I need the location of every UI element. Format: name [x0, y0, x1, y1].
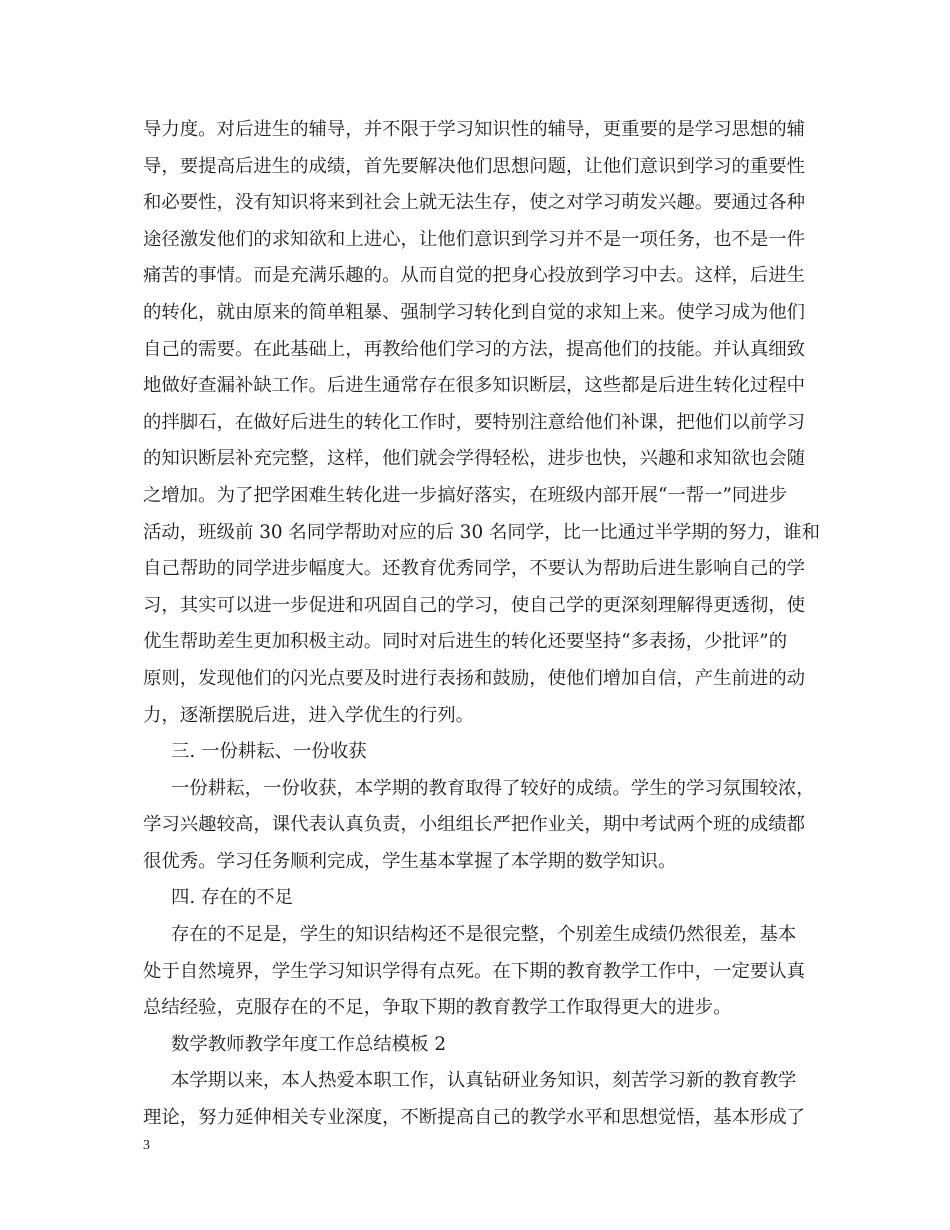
document-body	[143, 112, 821, 1137]
text-line: 活动，班级前 30 名同学帮助对应的后 30 名同学，比一比通过半学期的努力，谁和	[143, 521, 821, 543]
text-line: 优生帮助差生更加积极主动。同时对后进生的转化还要坚持“多表扬，少批评”的	[143, 631, 788, 653]
text-line: 总结经验，克服存在的不足，争取下期的教育教学工作取得更大的进步。	[143, 997, 732, 1019]
page-number: 3	[143, 1138, 150, 1153]
text-line: 痛苦的事情。而是充满乐趣的。从而自觉的把身心投放到学习中去。这样，后进生	[143, 265, 806, 287]
text-line: 本学期以来，本人热爱本职工作，认真钻研业务知识，刻苦学习新的教育教学	[171, 1070, 797, 1092]
text-line: 习，其实可以进一步促进和巩固自己的学习，使自己学的更深刻理解得更透彻，使	[143, 594, 806, 616]
text-line: 自己的需要。在此基础上，再教给他们学习的方法，提高他们的技能。并认真细致	[143, 338, 806, 360]
text-line: 地做好查漏补缺工作。后进生通常存在很多知识断层，这些都是后进生转化过程中	[143, 375, 806, 397]
text-line: 学习兴趣较高，课代表认真负责，小组组长严把作业关，期中考试两个班的成绩都	[143, 814, 806, 836]
text-line: 的转化，就由原来的简单粗暴、强制学习转化到自觉的求知上来。使学习成为他们	[143, 301, 806, 323]
text-line: 和必要性，没有知识将来到社会上就无法生存，使之对学习萌发兴趣。要通过各种	[143, 192, 806, 214]
text-line: 自己帮助的同学进步幅度大。还教育优秀同学，不要认为帮助后进生影响自己的学	[143, 558, 806, 580]
text-line: 的拌脚石，在做好后进生的转化工作时，要特别注意给他们补课，把他们以前学习	[143, 411, 806, 433]
text-line: 的知识断层补充完整，这样，他们就会学得轻松，进步也快，兴趣和求知欲也会随	[143, 448, 806, 470]
text-line: 力，逐渐摆脱后进，进入学优生的行列。	[143, 704, 475, 726]
text-line: 理论，努力延伸相关专业深度，不断提高自己的教学水平和思想觉悟，基本形成了	[143, 1107, 806, 1129]
text-line: 原则，发现他们的闪光点要及时进行表扬和鼓励，使他们增加自信，产生前进的动	[143, 667, 806, 689]
text-line: 导，要提高后进生的成绩，首先要解决他们思想问题，让他们意识到学习的重要性	[143, 155, 806, 177]
text-line: 四. 存在的不足	[171, 887, 294, 909]
text-line: 三. 一份耕耘、一份收获	[171, 741, 367, 763]
text-line: 一份耕耘，一份收获，本学期的教育取得了较好的成绩。学生的学习氛围较浓，	[171, 777, 815, 799]
text-line: 很优秀。学习任务顺利完成，学生基本掌握了本学期的数学知识。	[143, 850, 677, 872]
text-line: 处于自然境界，学生学习知识学得有点死。在下期的教育教学工作中，一定要认真	[143, 960, 806, 982]
text-line: 之增加。为了把学困难生转化进一步搞好落实，在班级内部开展“一帮一”同进步	[143, 484, 788, 506]
text-line: 途径激发他们的求知欲和上进心，让他们意识到学习并不是一项任务，也不是一件	[143, 228, 806, 250]
text-line: 导力度。对后进生的辅导，并不限于学习知识性的辅导，更重要的是学习思想的辅	[143, 119, 806, 140]
text-line: 数学教师教学年度工作总结模板 2	[171, 1033, 447, 1055]
text-line: 存在的不足是，学生的知识结构还不是很完整，个别差生成绩仍然很差，基本	[171, 924, 797, 946]
